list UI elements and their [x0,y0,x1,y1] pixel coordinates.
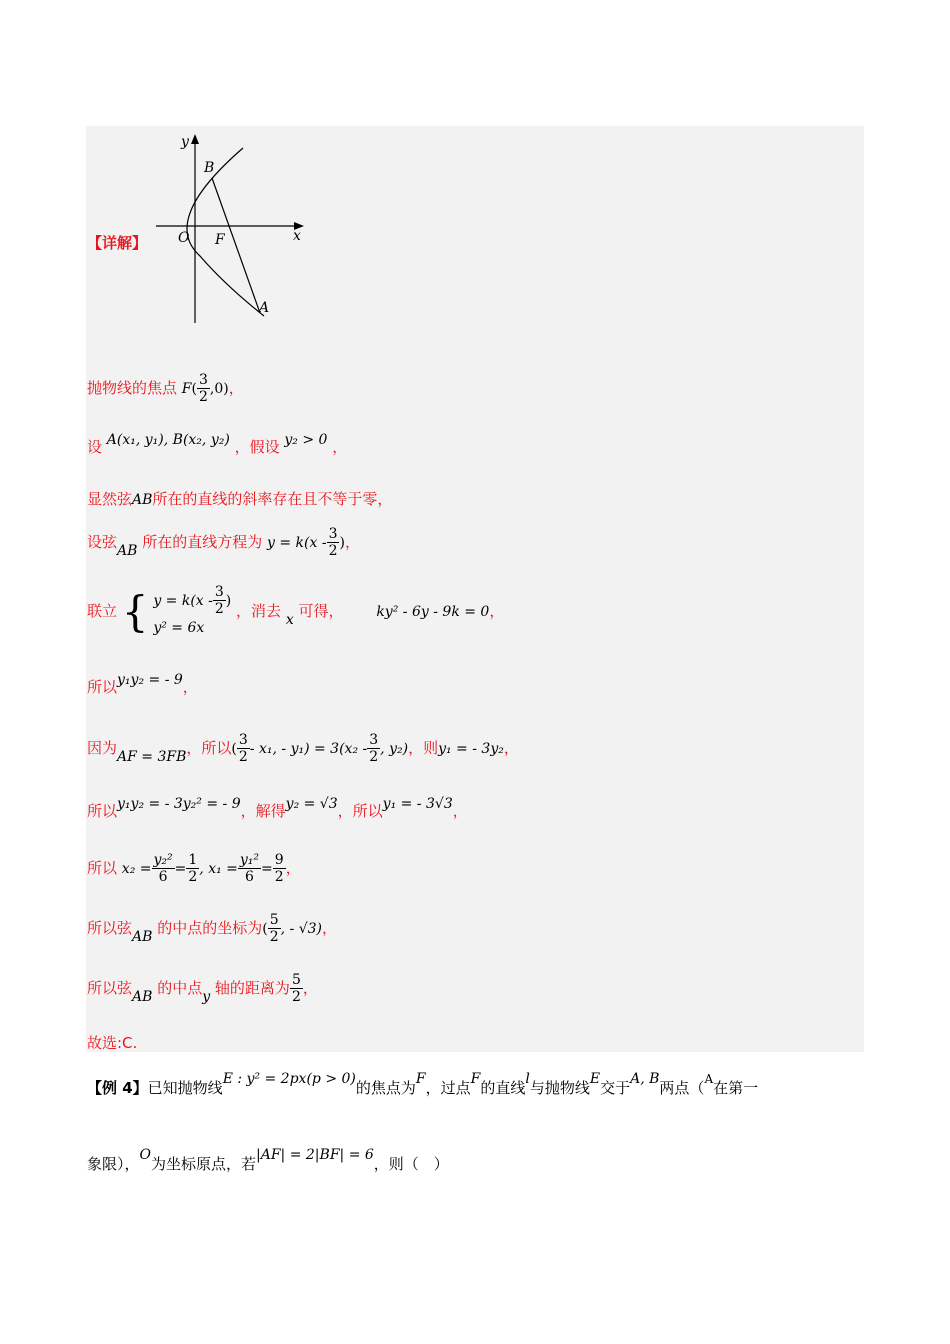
fraction: $\frac{\text{y₂²}}{6}$ [153,852,173,885]
line-chord-equation: 设弦AB 所在的直线方程为 y = k(x - $\frac{3}{2}$ )， [87,526,360,559]
line-product: 所以y₁y₂ = - 9， [87,672,198,696]
label-y: y [181,134,189,150]
y-axis [191,134,199,323]
fraction: $\frac{5}{2}$ [291,972,301,1005]
example-4-line-1: 【例 4】已知抛物线E : y² = 2px(p > 0)的焦点为F，过点F的直线l与抛物线E交于A, B两点（$^A$在第一 [87,1071,759,1097]
example-4-line-2: 象限），O为坐标原点，若|AF| = 2|BF| = 6，则（ ） [87,1147,449,1173]
fraction: $\frac{3}{2}$ [369,732,379,765]
fraction: $\frac{3}{2}$ [238,732,248,765]
label-o: O [178,230,190,246]
fraction: $\frac{3}{2}$ [198,372,208,405]
fraction: $\frac{3}{2}$ [328,526,338,559]
answer-line: 故选:C. [87,1034,138,1052]
label-b: B [204,160,215,176]
solution-tag: 【详解】 [87,234,148,252]
line-set-points: 设 A(x₁, y₁), B(x₂, y₂) ，假设 y₂ > 0 ， [87,432,348,456]
fraction: $\frac{1}{2}$ [188,852,198,885]
line-x-values: 所以 x₂ = $\frac{\text{y₂²}}{6}$ = $\frac{1}{2}$ , x₁ = $\frac{\text{y₁²}}{6}$ = $\frac{9}{2}$ ， [87,852,301,885]
line-distance: 所以弦AB 的中点y 轴的距离为 $\frac{5}{2}$ ， [87,972,318,1005]
line-midpoint: 所以弦AB 的中点的坐标为( $\frac{5}{2}$ , - √3)， [87,912,337,945]
line-focus: 抛物线的焦点 F( $\frac{3}{2}$ ,0)， [87,372,244,405]
fraction: $\frac{9}{2}$ [274,852,284,885]
line-system: 联立 { y = k(x - $\frac{3}{2}$ ) y² = 6x ，消去 x 可得， ky² - 6y - 9k = 0， [87,584,504,639]
fraction: $\frac{5}{2}$ [269,912,279,945]
parabola-figure [150,130,310,330]
fraction: $\frac{\text{y₁²}}{6}$ [239,852,260,885]
equation-system: y = k(x - $\frac{3}{2}$ ) y² = 6x [153,584,232,636]
label-a: A [259,300,270,316]
label-x: x [293,228,301,244]
line-slope: 显然弦AB所在的直线的斜率存在且不等于零， [87,490,393,508]
line-vector: 因为AF = 3FB，所以( $\frac{3}{2}$ - x₁, - y₁) = 3(x₂ - $\frac{3}{2}$ , y₂)，则y₁ = - 3y₂， [87,732,519,765]
brace-icon: { [121,586,149,636]
label-f: F [215,232,225,248]
line-solve: 所以y₁y₂ = - 3y₂² = - 9，解得y₂ = √3，所以y₁ = - 3√3， [87,796,468,820]
